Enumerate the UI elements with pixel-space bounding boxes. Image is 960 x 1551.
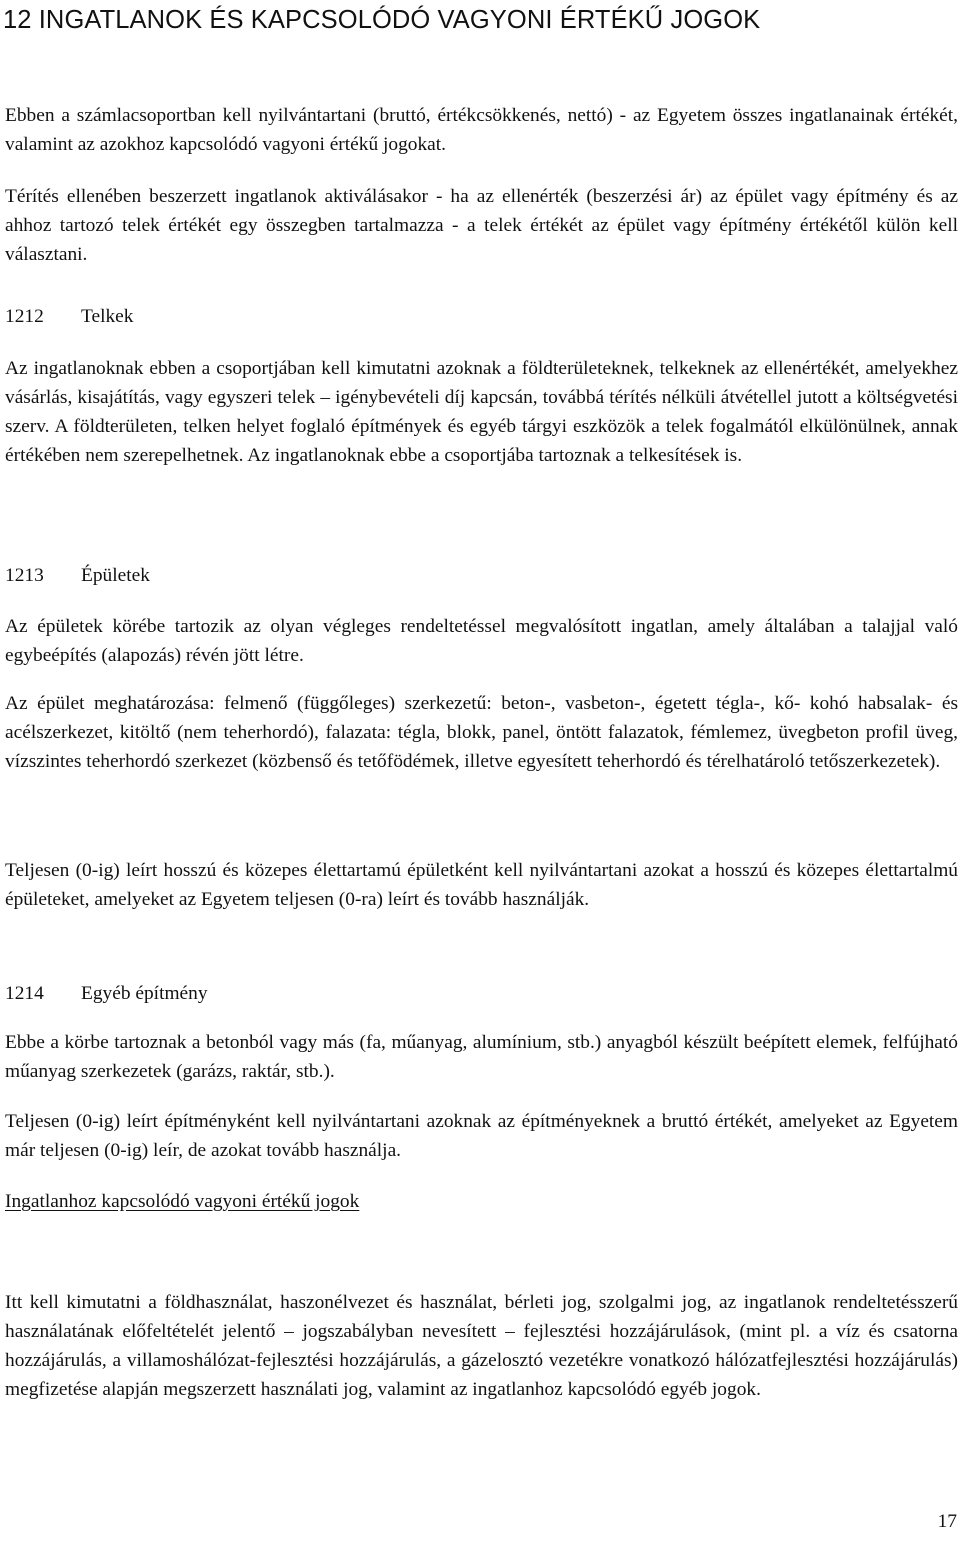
section-1214-title: Egyéb építmény bbox=[81, 983, 208, 1004]
section-1213-number: 1213 bbox=[5, 565, 44, 586]
section-1214-heading bbox=[5, 980, 208, 1009]
section-1213-heading bbox=[5, 562, 150, 591]
section-1213-paragraph-1: Az épületek körébe tartozik az olyan végleges rendeltetéssel megvalósított ingatlan, amely általában a talajjal való egybeépítés (alapozás) révén jött létre. bbox=[5, 616, 958, 666]
rights-heading: Ingatlanhoz kapcsolódó vagyoni értékű jogok bbox=[5, 1191, 360, 1212]
intro-paragraph: Ebben a számlacsoportban kell nyilvántartani (bruttó, értékcsökkenés, nettó) - az Egyetem összes ingatlanainak értékét, valamint az azokhoz kapcsolódó vagyoni értékű jogokat. bbox=[5, 105, 958, 155]
chapter-title: 12 INGATLANOK ÉS KAPCSOLÓDÓ VAGYONI ÉRTÉKŰ JOGOK bbox=[3, 6, 761, 34]
section-1212-paragraph: Az ingatlanoknak ebben a csoportjában kell kimutatni azoknak a földterületeknek, telkeknek az ellenértékét, amelyekhez vásárlás, kisajátítás, vagy egyszeri telek – igénybevételi díj kapcsán, továbbá térítés nélküli átvétellel jutott a költségvetési szerv. A földterületen, telken helyet foglaló építmények és egyéb tárgyi eszközök a telek fogalmától elkülönülnek, annak értékében nem szerepelhetnek. Az ingatlanoknak ebbe a csoportjába tartoznak a telkesítések is. bbox=[5, 358, 958, 466]
rights-paragraph: Itt kell kimutatni a földhasználat, haszonélvezet és használat, bérleti jog, szolgalmi jog, az ingatlanok rendeltetésszerű használatának előfeltételét jelentő – jogszabályban nevesített – fejlesztési hozzájárulások, (mint pl. a víz és csatorna hozzájárulás, a villamoshálózat-fejlesztési hozzájárulás, a gázelosztó vezetékre vonatkozó hálózatfejlesztési hozzájárulás) megfizetése alapján megszerzett használati jog, valamint az ingatlanhoz kapcsolódó egyéb jogok. bbox=[5, 1292, 958, 1400]
purchase-note-paragraph: Térítés ellenében beszerzett ingatlanok aktiválásakor - ha az ellenérték (beszerzési ár) az épület vagy építmény és az ahhoz tartozó telek értékét egy összegben tartalmazza - a telek értékét az épület vagy építmény értékétől külön kell választani. bbox=[5, 186, 958, 265]
section-1214-paragraph-1: Ebbe a körbe tartoznak a betonból vagy más (fa, műanyag, alumínium, stb.) anyagból készült beépített elemek, felfújható műanyag szerkezetek (garázs, raktár, stb.). bbox=[5, 1032, 958, 1082]
page-number: 17 bbox=[937, 1511, 957, 1532]
section-1214-number: 1214 bbox=[5, 983, 44, 1004]
section-1213-title: Épületek bbox=[81, 565, 150, 586]
section-1213-paragraph-3: Teljesen (0-ig) leírt hosszú és közepes élettartamú épületként kell nyilvántartani azokat a hosszú és közepes élettartalmú épületeket, amelyeket az Egyetem teljesen (0-ra) leírt és tovább használják. bbox=[5, 860, 958, 910]
section-1212-number: 1212 bbox=[5, 306, 44, 327]
section-1212-heading bbox=[5, 303, 133, 332]
section-1212-title: Telkek bbox=[81, 306, 134, 327]
section-1213-paragraph-2: Az épület meghatározása: felmenő (függőleges) szerkezetű: beton-, vasbeton-, égetett tégla-, kő- kohó habsalak- és acélszerkezet, kitöltő (nem teherhordó), falazata: tégla, blokk, panel, öntött falazatok, fémlemez, üvegbeton profil üveg, vízszintes teherhordó szerkezet (közbenső és tetőfödémek, illetve egyesített teherhordó és térelhatároló tetőszerkezetek). bbox=[5, 693, 958, 772]
section-1214-paragraph-2: Teljesen (0-ig) leírt építményként kell nyilvántartani azoknak az építményeknek a bruttó értékét, amelyeket az Egyetem már teljesen (0-ig) leír, de azokat tovább használja. bbox=[5, 1111, 958, 1161]
